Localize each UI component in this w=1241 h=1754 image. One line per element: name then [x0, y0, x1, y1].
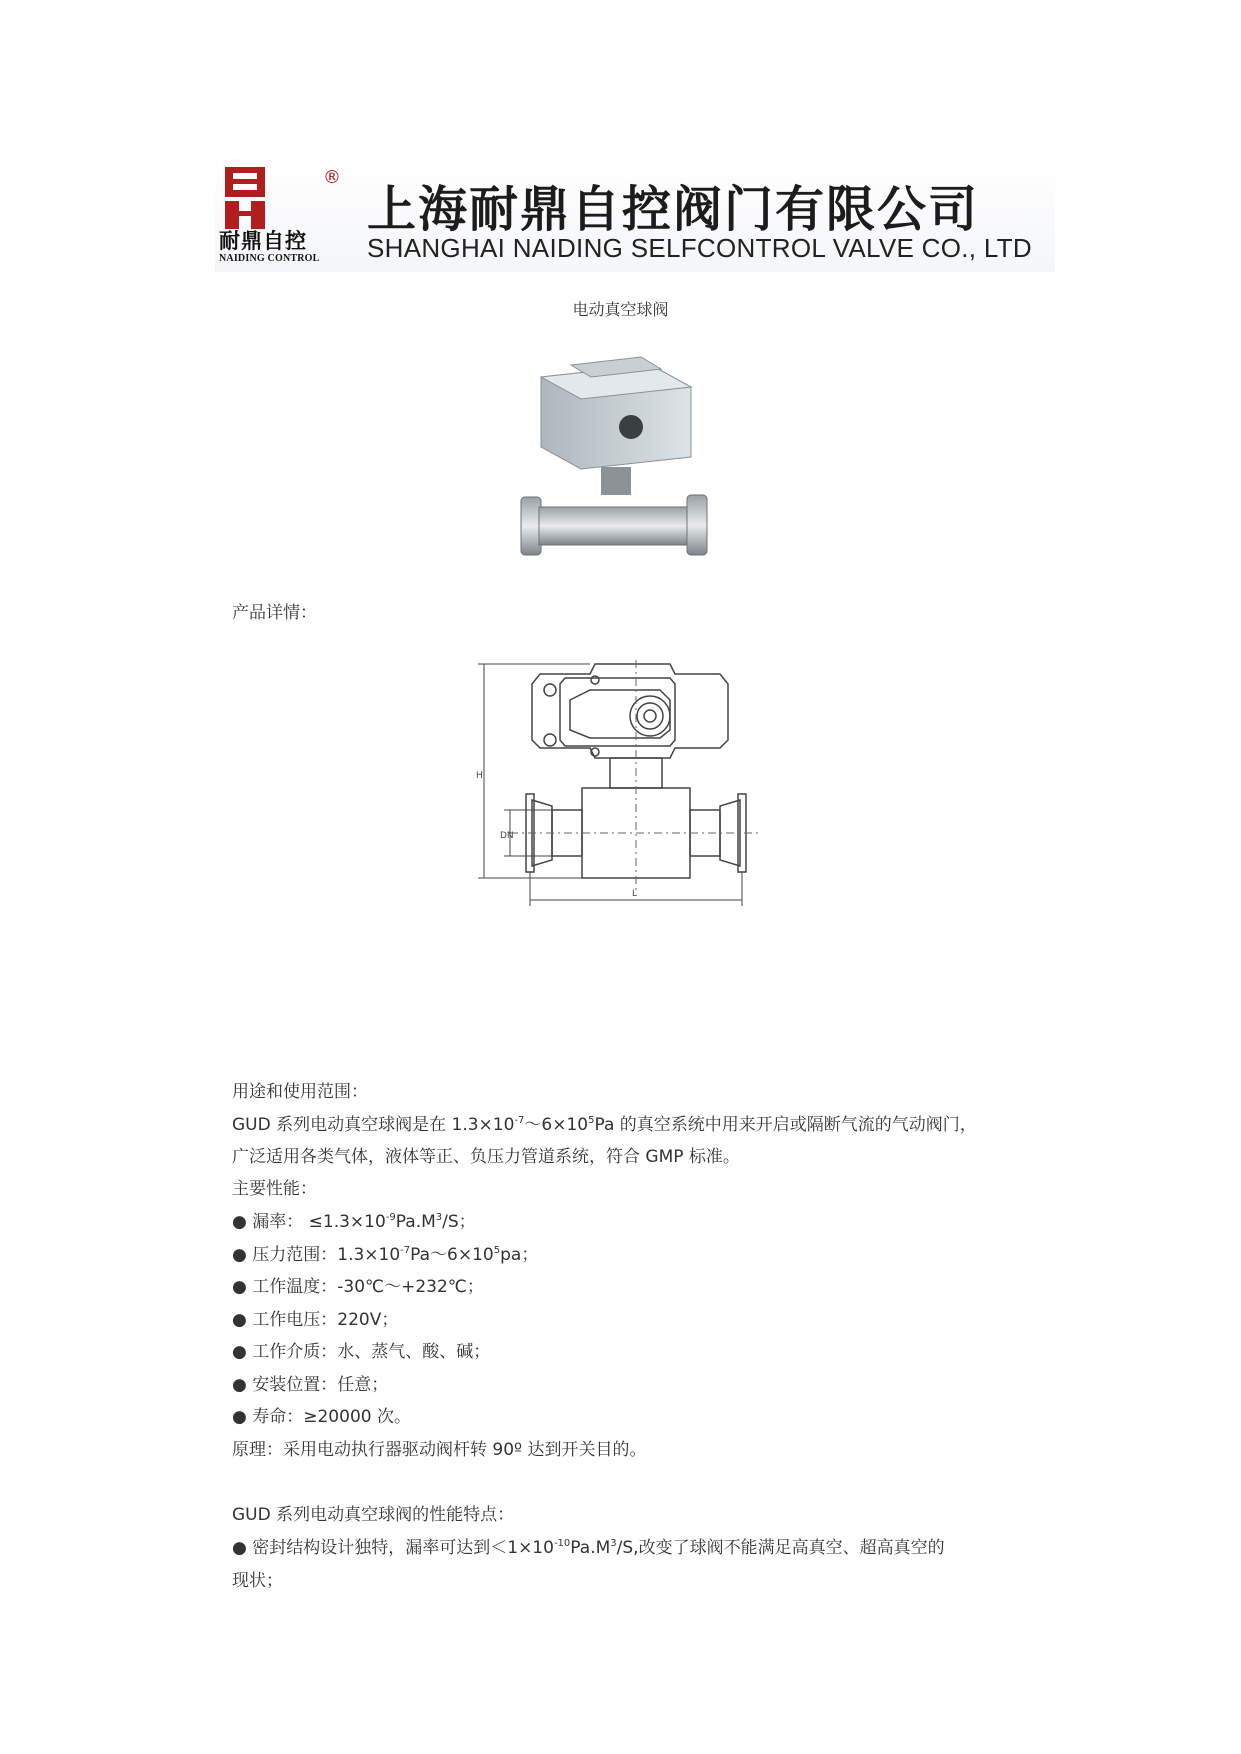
list-item: ● 工作介质：水、蒸气、酸、碱；: [232, 1342, 491, 1362]
company-name-cn: 上海耐鼎自控阀门有限公司: [367, 181, 980, 238]
bullet-icon: ●: [232, 1310, 247, 1330]
list-item: ● 漏率： $\le 1.3\times 10^{-9}Pa.M^3/S$；: [232, 1212, 476, 1232]
list-item: ● 压力范围：$1.3\times 10^{-7}Pa\sim 6\times 10^5pa$；: [232, 1245, 539, 1265]
bullet-icon: ●: [232, 1375, 247, 1395]
logo-english-name: NAIDING CONTROL: [219, 253, 320, 264]
bullet-icon: ●: [232, 1342, 247, 1362]
company-name-en: SHANGHAI NAIDING SELFCONTROL VALVE CO., LTD: [367, 233, 1032, 263]
bullet-icon: ●: [232, 1245, 247, 1265]
registered-mark: ®: [323, 167, 341, 188]
dim-label-h: H: [476, 771, 483, 781]
principle-text: 原理：采用电动执行器驱动阀杆转 90º 达到开关目的。: [232, 1440, 647, 1460]
bullet-icon: ●: [232, 1538, 247, 1558]
list-item: ● 工作电压：220V；: [232, 1310, 399, 1330]
valve-dimension-drawing: [470, 660, 770, 965]
company-banner: [215, 157, 1055, 272]
list-item: ● 安装位置：任意；: [232, 1375, 389, 1395]
usage-line-2: 广泛适用各类气体，液体等正、负压力管道系统，符合 GMP 标准。: [232, 1147, 740, 1167]
bullet-icon: ●: [232, 1277, 247, 1297]
list-item: ● 密封结构设计独特，漏率可达到$<1\times 10^{-10}Pa.M^3/S$,改变了球阀不能满足高真空、超高真空的: [232, 1538, 945, 1558]
list-item-continuation: 现状；: [232, 1571, 283, 1591]
product-title: 电动真空球阀: [572, 300, 669, 319]
dim-label-dn: DN: [500, 831, 514, 841]
usage-line-1: GUD 系列电动真空球阀是在 $1.3\times 10^{-7}\sim 6\times 10^5Pa$ 的真空系统中用来开启或隔断气流的气动阀门，: [232, 1115, 977, 1135]
bullet-icon: ●: [232, 1407, 247, 1427]
detail-heading: 产品详情：: [232, 603, 317, 623]
valve-photo: [501, 347, 737, 577]
features-heading: GUD 系列电动真空球阀的性能特点：: [232, 1505, 515, 1525]
bullet-icon: ●: [232, 1212, 247, 1232]
list-item: ● 寿命：≥20000 次。: [232, 1407, 411, 1427]
performance-heading: 主要性能：: [232, 1179, 317, 1199]
logo-chinese-name: 耐鼎自控: [219, 228, 307, 253]
usage-heading: 用途和使用范围：: [232, 1082, 368, 1102]
dim-label-l: L: [632, 889, 638, 899]
list-item: ● 工作温度：-30℃～+232℃；: [232, 1277, 484, 1297]
